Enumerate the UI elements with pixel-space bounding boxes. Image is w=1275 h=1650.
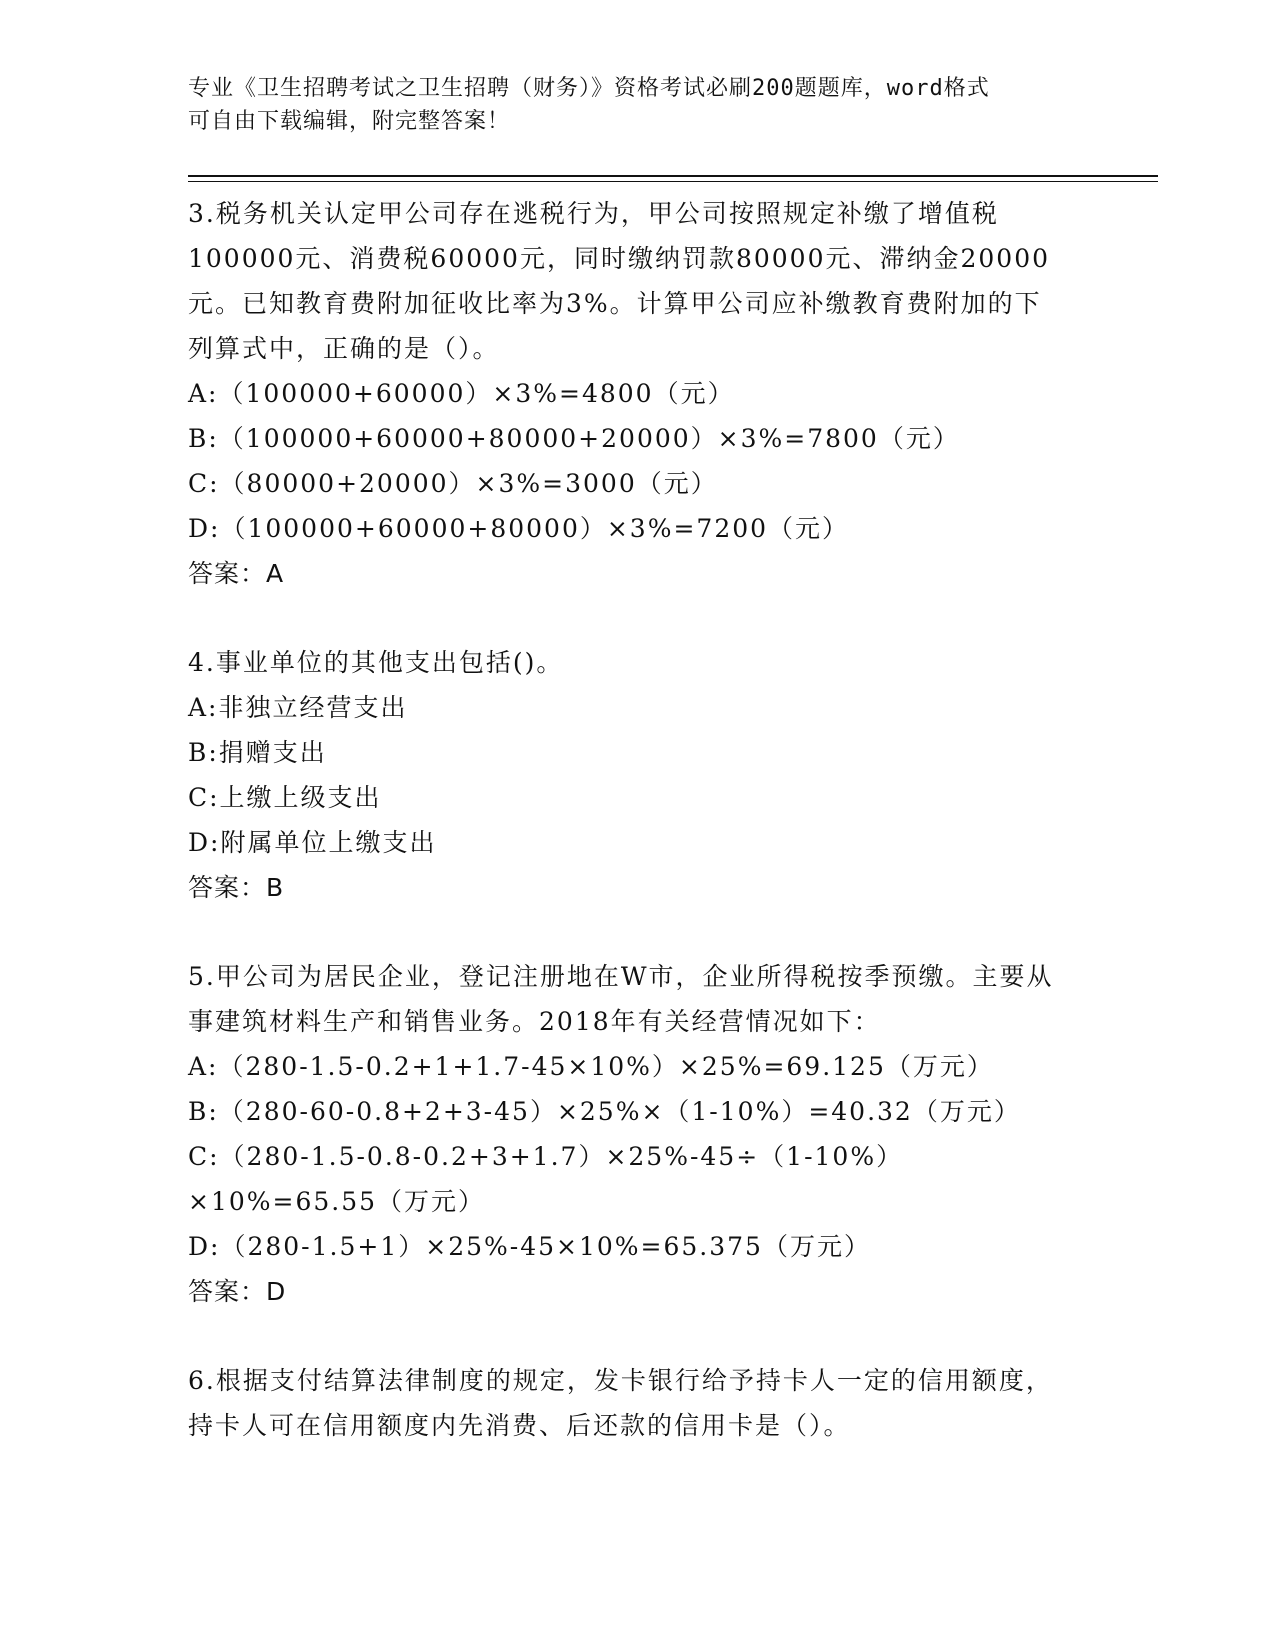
answer-line: 答案：D (188, 1277, 287, 1306)
option-b: B:（100000+60000+80000+20000）×3%=7800（元） (188, 424, 960, 453)
option-a: A:（280-1.5-0.2+1+1.7-45×10%）×25%=69.125（万元） (188, 1052, 994, 1081)
header-line-2: 可自由下载编辑，附完整答案！ (188, 109, 511, 134)
option-d: D:（280-1.5+1）×25%-45×10%=65.375（万元） (188, 1232, 871, 1261)
option-d: D:附属单位上缴支出 (188, 828, 437, 857)
option-c: C:（80000+20000）×3%=3000（元） (188, 469, 718, 498)
question-stem: 4.事业单位的其他支出包括()。 (188, 648, 564, 677)
header-divider-thin (188, 181, 1158, 182)
answer-line: 答案：B (188, 873, 285, 902)
question-5 (188, 954, 1068, 1314)
option-a: A:非独立经营支出 (188, 693, 408, 722)
option-a: A:（100000+60000）×3%=4800（元） (188, 379, 735, 408)
header-line-1: 专业《卫生招聘考试之卫生招聘（财务）》资格考试必刷200题题库，word格式 (188, 76, 990, 101)
question-stem: 6.根据支付结算法律制度的规定，发卡银行给予持卡人一定的信用额度，持卡人可在信用额度内先消费、后还款的信用卡是（）。 (188, 1366, 1053, 1440)
option-c: C:上缴上级支出 (188, 783, 382, 812)
question-3 (188, 191, 1068, 596)
question-6 (188, 1358, 1068, 1448)
document-header (188, 72, 1068, 138)
question-stem: 3.税务机关认定甲公司存在逃税行为，甲公司按照规定补缴了增值税100000元、消费税60000元，同时缴纳罚款80000元、滞纳金20000元。已知教育费附加征收比率为3%。计算甲公司应补缴教育费附加的下列算式中，正确的是（）。 (188, 199, 1051, 363)
question-list (188, 191, 1068, 1492)
answer-line: 答案：A (188, 559, 285, 588)
option-b: B:（280-60-0.8+2+3-45）×25%×（1-10%）=40.32（万元） (188, 1097, 1021, 1126)
question-4 (188, 640, 1068, 910)
question-stem: 5.甲公司为居民企业，登记注册地在W市，企业所得税按季预缴。主要从事建筑材料生产和销售业务。2018年有关经营情况如下： (188, 962, 1054, 1036)
option-d: D:（100000+60000+80000）×3%=7200（元） (188, 514, 850, 543)
option-b: B:捐赠支出 (188, 738, 327, 767)
option-c: C:（280-1.5-0.8-0.2+3+1.7）×25%-45÷（1-10%）×10%=65.55（万元） (188, 1142, 904, 1216)
header-divider-thick (188, 175, 1158, 177)
